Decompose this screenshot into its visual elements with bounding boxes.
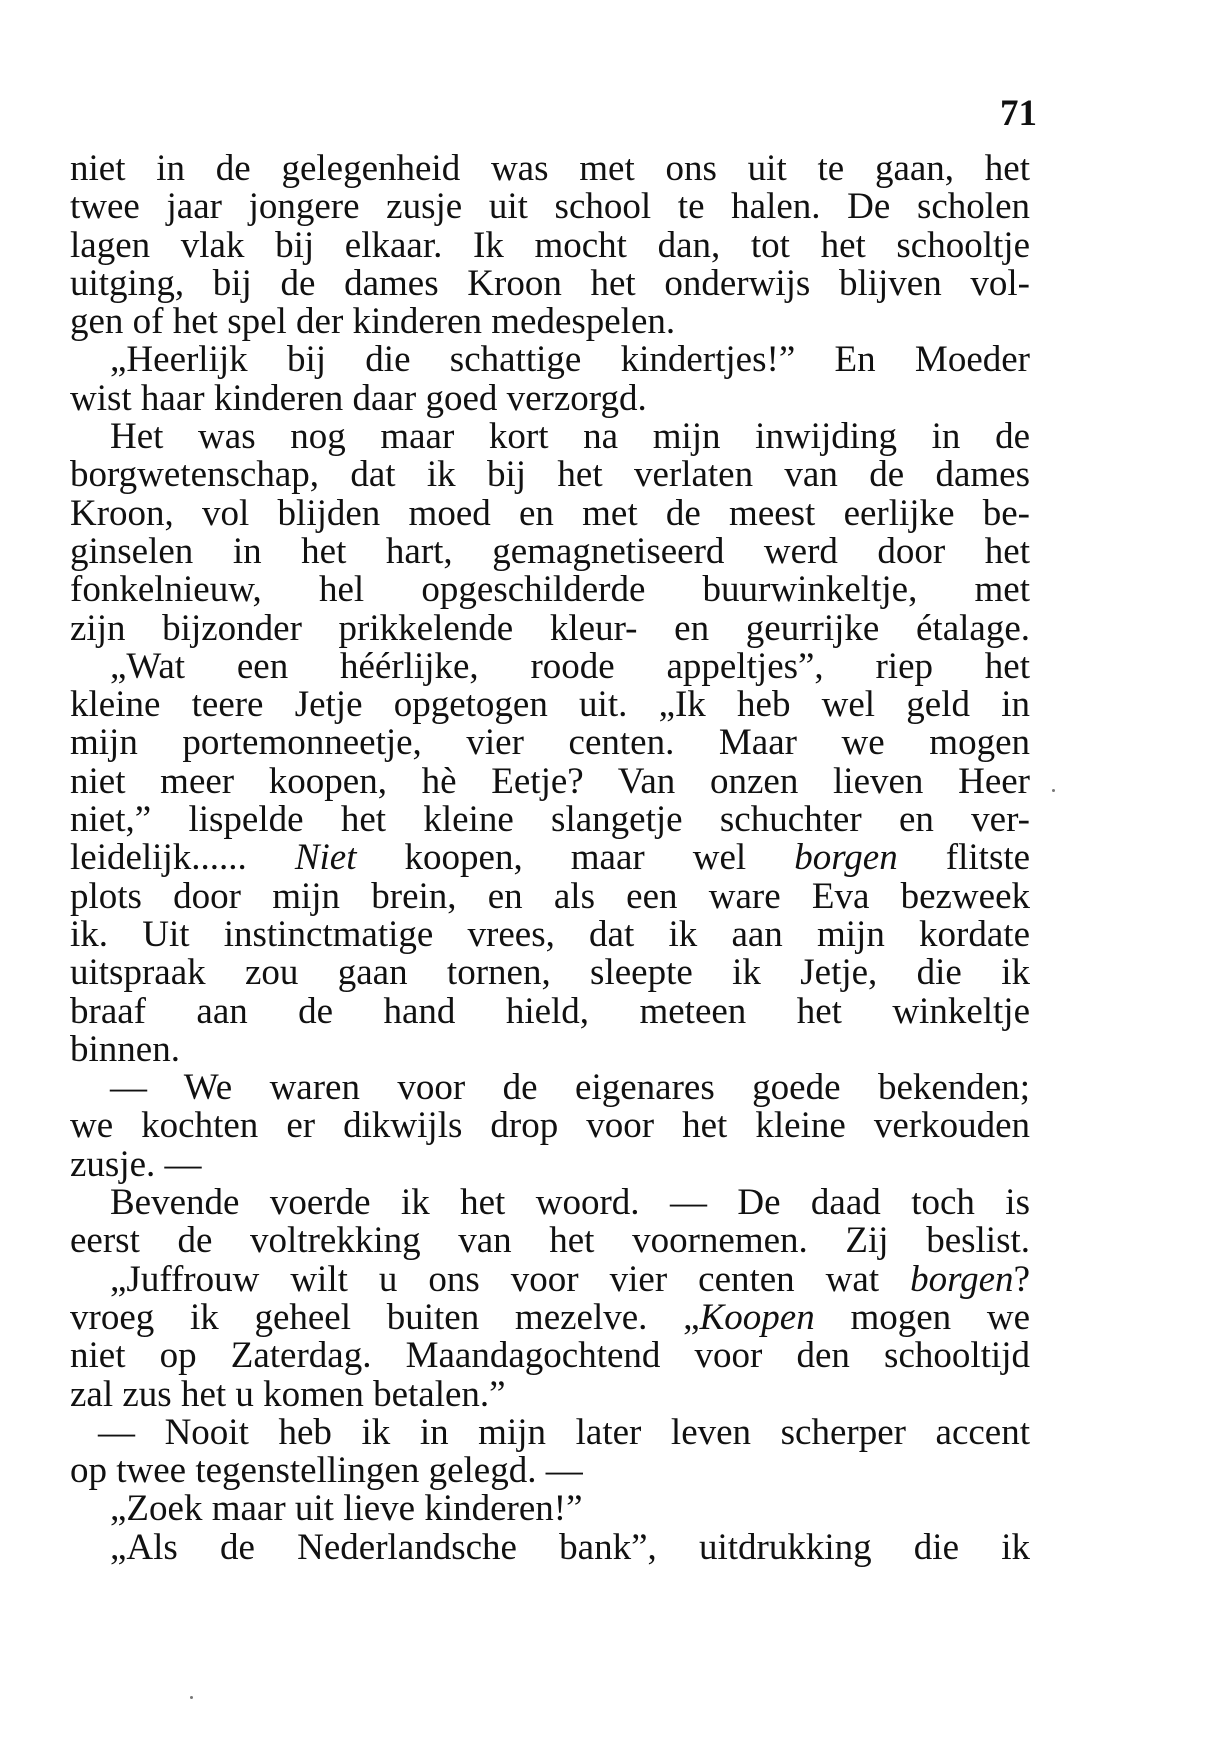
italic-segment: borgen [794, 837, 898, 879]
text-line: „Heerlijk bij die schattige kindertjes!” En Moeder [110, 339, 1030, 381]
text-line: — Nooit heb ik in mijn later leven scherper accent [98, 1411, 1030, 1453]
text-line: borgwetenschap, dat ik bij het verlaten van de dames [70, 454, 1030, 496]
text-line: ik. Uit instinctmatige vrees, dat ik aan mijn kordate [70, 913, 1030, 955]
print-speck [1052, 789, 1055, 792]
text-line: niet meer koopen, hè Eetje? Van onzen lieven Heer [70, 760, 1030, 802]
text-line: ginselen in het hart, gemagnetiseerd werd door het [70, 530, 1030, 572]
text-segment: koopen, maar wel [404, 837, 747, 879]
text-segment: vroeg ik geheel buiten mezelve. „ [70, 1296, 700, 1338]
text-line: „Wat een héérlijke, roode appeltjes”, riep het [110, 645, 1030, 687]
text-line: wist haar kinderen daar goed verzorgd. [70, 377, 647, 419]
text-line-mixed [70, 839, 1030, 877]
text-line: zal zus het u komen betalen.” [70, 1373, 506, 1415]
text-line: braaf aan de hand hield, meteen het winkeltje [70, 990, 1030, 1032]
text-line: twee jaar jongere zusje uit school te halen. De scholen [70, 186, 1030, 228]
text-line: mijn portemonneetje, vier centen. Maar we mogen [70, 722, 1030, 764]
text-line: Bevende voerde ik het woord. — De daad toch is [110, 1182, 1030, 1224]
text-line: op twee tegenstellingen gelegd. — [70, 1450, 583, 1492]
text-line: plots door mijn brein, en als een ware Eva bezweek [70, 875, 1030, 917]
text-line: „Als de Nederlandsche bank”, uitdrukking die ik [110, 1526, 1030, 1568]
text-line: binnen. [70, 1028, 180, 1070]
text-line: we kochten er dikwijls drop voor het kleine verkouden [70, 1105, 1030, 1147]
text-segment: ? [1013, 1258, 1030, 1300]
text-segment: leidelijk...... [70, 837, 247, 879]
text-line: Het was nog maar kort na mijn inwijding in de [110, 416, 1030, 458]
print-speck [190, 1696, 193, 1699]
text-line: Kroon, vol blijden moed en met de meest eerlijke be- [70, 492, 1030, 534]
text-line: uitging, bij de dames Kroon het onderwijs blijven vol- [70, 262, 1030, 304]
text-line: „Zoek maar uit lieve kinderen!” [110, 1488, 583, 1530]
text-line: eerst de voltrekking van het voornemen. Zij beslist. [70, 1220, 1030, 1262]
italic-segment: Koopen [699, 1296, 815, 1338]
text-segment: mogen we [850, 1296, 1031, 1338]
page-number: 71 [1000, 93, 1037, 134]
text-segment: flitste [945, 837, 1031, 879]
italic-segment: borgen [910, 1258, 1014, 1300]
text-line: gen of het spel der kinderen medespelen. [70, 301, 676, 343]
text-line: zusje. — [70, 1143, 202, 1185]
text-line: niet,” lispelde het kleine slangetje schuchter en ver- [70, 799, 1030, 841]
text-line: niet in de gelegenheid was met ons uit te gaan, het [70, 148, 1030, 189]
text-line: zijn bijzonder prikkelende kleur- en geurrijke étalage. [70, 607, 1030, 649]
text-line-mixed [70, 1296, 1031, 1338]
text-line: niet op Zaterdag. Maandagochtend voor den schooltijd [70, 1335, 1030, 1377]
text-line: lagen vlak bij elkaar. Ik mocht dan, tot het schooltje [70, 224, 1030, 266]
italic-segment: Niet [294, 837, 357, 879]
text-line: fonkelnieuw, hel opgeschilderde buurwinkeltje, met [70, 569, 1030, 611]
text-line: uitspraak zou gaan tornen, sleepte ik Jetje, die ik [70, 952, 1030, 994]
text-line: — We waren voor de eigenares goede bekenden; [110, 1067, 1030, 1109]
body-text [70, 150, 1030, 1567]
text-line-mixed [70, 1258, 1030, 1300]
text-segment: „Juffrouw wilt u ons voor vier centen wat [110, 1258, 880, 1300]
text-line: kleine teere Jetje opgetogen uit. „Ik heb wel geld in [70, 684, 1030, 726]
